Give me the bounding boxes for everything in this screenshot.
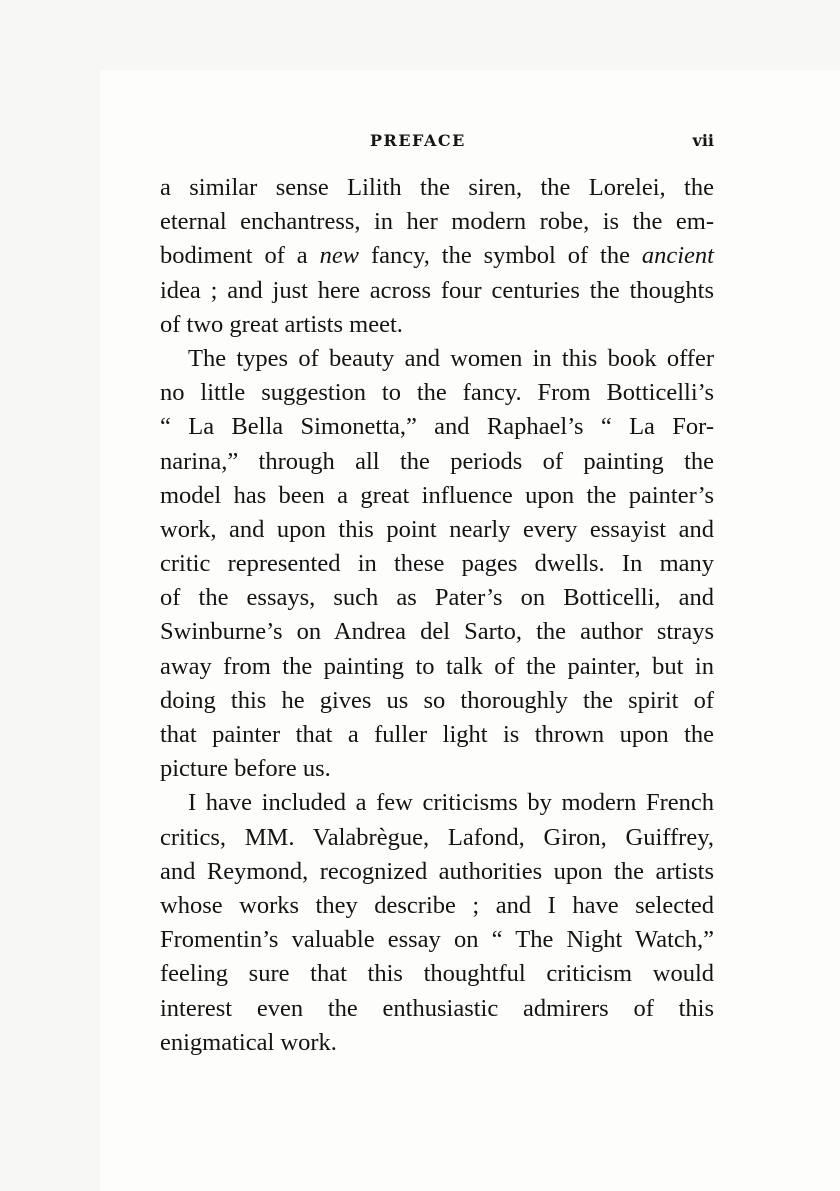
text-line: doing this he gives us so thoroughly the spirit of: [160, 686, 714, 714]
text-line: away from the painting to talk of the painter, but in: [160, 652, 714, 680]
text-line: “ La Bella Simonetta,” and Raphael’s “ La For-: [160, 413, 714, 441]
text-line: whose works they describe ; and I have selected: [160, 891, 714, 919]
text-line: critics, MM. Valabrègue, Lafond, Giron, Guiffrey,: [160, 823, 714, 851]
text-line: a similar sense Lilith the siren, the Lorelei, the: [160, 174, 714, 201]
text-line: Fromentin’s valuable essay on “ The Night Watch,”: [160, 926, 714, 954]
body-text: [160, 171, 714, 1060]
text-line: enigmatical work.: [160, 1028, 337, 1056]
page-number: vii: [692, 131, 714, 150]
text-line: work, and upon this point nearly every essayist and: [160, 515, 714, 543]
text-line: and Reymond, recognized authorities upon the artists: [160, 857, 714, 885]
running-head: PREFACE: [370, 131, 466, 150]
text-line: interest even the enthusiastic admirers of this: [160, 994, 714, 1022]
text-line: that painter that a fuller light is thrown upon the: [160, 721, 714, 748]
page-header: [160, 127, 714, 157]
text-line: narina,” through all the periods of painting the: [160, 447, 714, 475]
text-line: of two great artists meet.: [160, 310, 403, 338]
text-line: critic represented in these pages dwells. In many: [160, 550, 714, 578]
text-line: idea ; and just here across four centuries the thoughts: [160, 276, 714, 304]
text-line: eternal enchantress, in her modern robe, is the em-: [160, 208, 714, 236]
text-line: no little suggestion to the fancy. From Botticelli’s: [160, 379, 714, 407]
text-line: Swinburne’s on Andrea del Sarto, the author strays: [160, 618, 714, 646]
text-line: The types of beauty and women in this book offer: [188, 344, 714, 372]
text-fragment: fancy, the symbol of the: [359, 242, 642, 270]
text-line: picture before us.: [160, 755, 331, 783]
text-line: feeling sure that this thoughtful criticism would: [160, 960, 714, 988]
text-line: of the essays, such as Pater’s on Botticelli, and: [160, 584, 714, 612]
text-line: model has been a great influence upon the painter’s: [160, 481, 714, 509]
italic-word: new: [319, 242, 360, 270]
text-line: I have included a few criticisms by modern French: [188, 789, 714, 817]
text-fragment: bodiment of a: [160, 242, 320, 270]
italic-word: ancient: [641, 242, 714, 270]
text-line: [160, 239, 714, 273]
